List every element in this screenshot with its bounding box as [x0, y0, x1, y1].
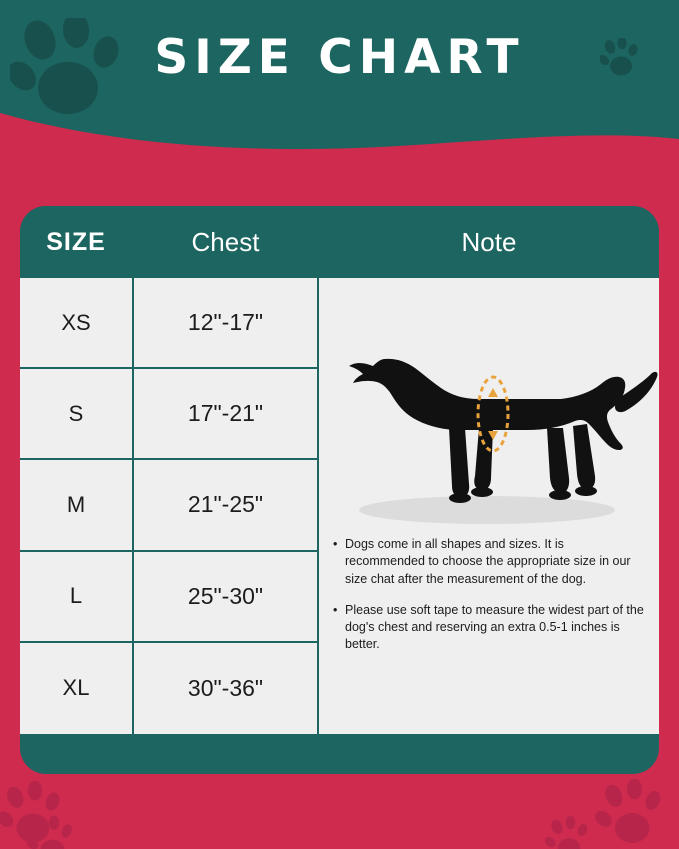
- size-column: [20, 278, 132, 734]
- bullet-icon: •: [333, 537, 338, 551]
- table-cell-chest: 25"-30": [134, 552, 317, 643]
- table-cell-size: XS: [20, 278, 132, 369]
- table-header-row: [20, 206, 659, 278]
- dog-illustration: [319, 278, 659, 536]
- dog-silhouette-icon: [319, 278, 659, 536]
- size-table: [20, 206, 659, 734]
- column-header-size: SIZE: [46, 227, 106, 256]
- table-cell-chest: 17"-21": [134, 369, 317, 460]
- table-cell-size: XL: [62, 675, 90, 701]
- column-header-chest: Chest: [191, 226, 260, 257]
- table-cell-size: S: [20, 369, 132, 460]
- bottom-paw-decoration: [0, 774, 679, 849]
- banner-bottom-curve: [0, 113, 679, 152]
- note-text: Please use soft tape to measure the widest part of the dog's chest and reserving an extra 0.5-1 inches is better.: [345, 602, 644, 652]
- table-cell-chest: 12"-17": [134, 278, 317, 369]
- bullet-icon: •: [333, 602, 338, 617]
- notes-list: [319, 536, 659, 654]
- column-header-note: Note: [461, 226, 517, 257]
- chest-column: [132, 278, 319, 734]
- table-cell-chest: 30"-36": [187, 674, 264, 701]
- list-item: [333, 536, 645, 588]
- table-cell-chest: 21"-25": [134, 460, 317, 551]
- page-title: SIZE CHART: [154, 30, 525, 85]
- list-item: [333, 602, 645, 654]
- note-column: [319, 278, 659, 734]
- note-text: Dogs come in all shapes and sizes. It is recommended to choose the appropriate size in our size chat after the measurement of the dog.: [345, 537, 631, 586]
- table-body: [20, 278, 659, 734]
- table-cell-size: M: [20, 460, 132, 551]
- size-chart-card: [20, 206, 659, 774]
- header-banner: [0, 0, 679, 152]
- table-cell-size: L: [20, 552, 132, 643]
